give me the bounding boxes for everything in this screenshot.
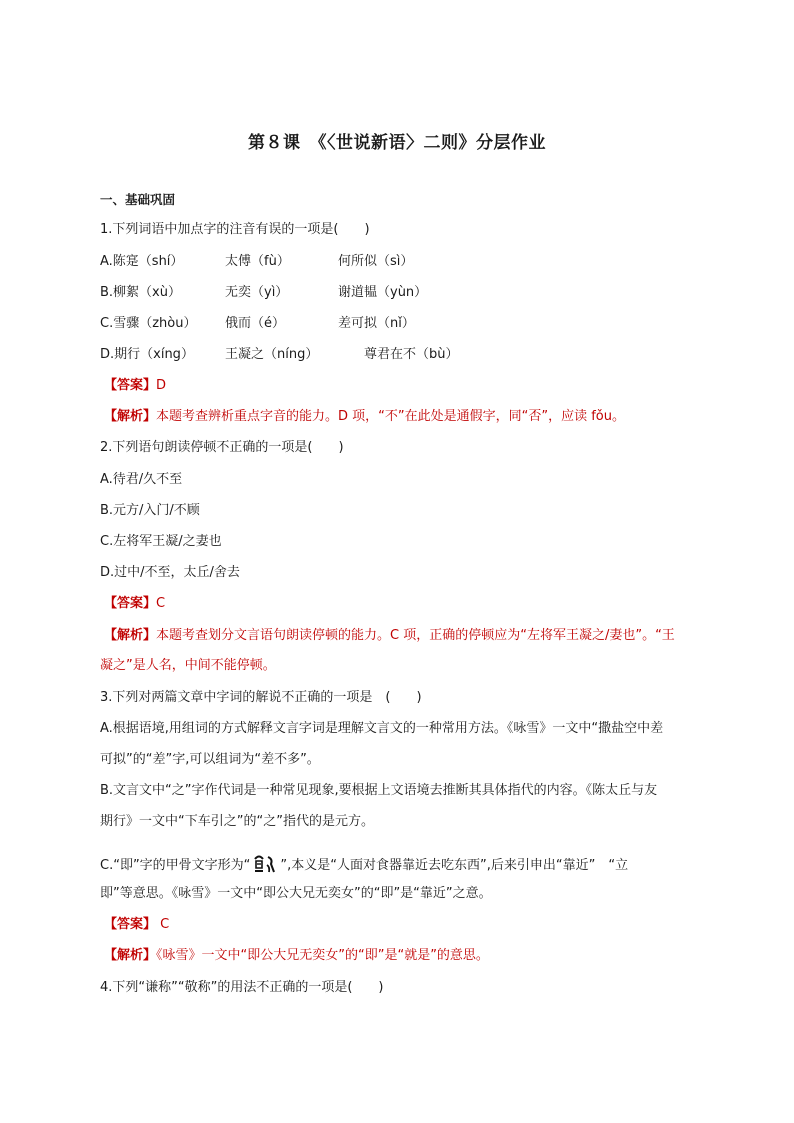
question-4-stem: 4.下列“谦称”“敬称”的用法不正确的一项是( ) (100, 980, 384, 995)
q2-option-b: B.元方/入门/不顾 (100, 503, 200, 518)
q1-option-d-1: D.期行（xíng） (100, 347, 194, 362)
q2-option-d: D.过中/不至，太丘/舍去 (100, 565, 240, 580)
analysis-text: 本题考查划分文言语句朗读停顿的能力。C 项，正确的停顿应为“左将军王凝之/妻也”。“王 (156, 628, 675, 643)
q1-option-a-2: 太傅（fù） (225, 254, 290, 269)
q2-analysis-line-1 (104, 626, 675, 646)
page-title: 第８课 《〈世说新语〉二则》分层作业 (248, 133, 546, 153)
answer-label: 【答案】 (104, 596, 157, 611)
answer-label: 【答案】 (104, 917, 157, 932)
q1-option-d-2: 王凝之（níng） (225, 347, 319, 362)
q3-option-a-line-1: A.根据语境,用组词的方式解释文言字词是理解文言文的一种常用方法。《咏雪》一文中“撒盐空中差 (100, 721, 664, 736)
question-3-stem: 3.下列对两篇文章中字词的解说不正确的一项是 ( ) (100, 690, 422, 705)
q1-analysis (104, 407, 625, 427)
q1-option-b-1: B.柳絮（xù） (100, 285, 181, 300)
analysis-text: 《咏雪》一文中“即公大兄无奕女”的“即”是“就是”的意思。 (156, 948, 489, 963)
q2-option-c: C.左将军王凝/之妻也 (100, 534, 222, 549)
answer-value: C (156, 596, 166, 611)
q1-option-c-2: 俄而（é） (225, 316, 285, 331)
analysis-label: 【解析】 (104, 628, 157, 643)
q2-option-a: A.待君/久不至 (100, 472, 183, 487)
analysis-label: 【解析】 (104, 409, 157, 424)
section-heading: 一、基础巩固 (100, 192, 176, 207)
question-2-stem: 2.下列语句朗读停顿不正确的一项是( ) (100, 440, 344, 455)
q3-option-c-line-1 (100, 853, 628, 876)
q3-option-c-line-2: 即”等意思。《咏雪》一文中“即公大兄无奕女”的“即”是“靠近”之意。 (100, 886, 492, 901)
q1-option-c-1: C.雪骤（zhòu） (100, 316, 197, 331)
q1-option-c-3: 差可拟（nǐ） (338, 316, 415, 331)
q1-answer (104, 376, 166, 396)
analysis-label: 【解析】 (104, 948, 157, 963)
q1-option-a-1: A.陈寔（shí） (100, 254, 184, 269)
q3-option-b-line-2: 期行》一文中“下车引之”的“之”指代的是元方。 (100, 814, 374, 829)
answer-label: 【答案】 (104, 378, 157, 393)
q1-option-b-3: 谢道韫（yùn） (338, 285, 428, 300)
q2-answer (104, 594, 165, 614)
answer-value: D (156, 378, 167, 393)
q3-answer (104, 915, 169, 935)
q3-analysis (104, 946, 489, 966)
answer-value: C (156, 917, 170, 932)
q1-option-a-3: 何所似（sì） (338, 254, 414, 269)
analysis-text: 本题考查辨析重点字音的能力。D 项，“不”在此处是通假字，同“否”，应读 fǒu。 (156, 409, 625, 424)
q3-option-c-text-b: ”,本义是“人面对食器靠近去吃东西”,后来引申出“靠近” “立 (280, 858, 629, 873)
q3-option-a-line-2: 可拟”的“差”字,可以组词为“差不多”。 (100, 752, 320, 767)
q2-analysis-line-2: 凝之”是人名，中间不能停顿。 (100, 658, 276, 673)
q3-option-c-text-a: C.“即”字的甲骨文字形为“ (100, 858, 251, 873)
question-1-stem: 1.下列词语中加点字的注音有误的一项是( ) (100, 222, 370, 237)
oracle-bone-glyph-icon (252, 853, 278, 875)
q1-option-d-3: 尊君在不（bù） (364, 347, 459, 362)
q1-option-b-2: 无奕（yì） (225, 285, 289, 300)
q3-option-b-line-1: B.文言文中“之”字作代词是一种常见现象,要根据上文语境去推断其具体指代的内容。《陈太丘与友 (100, 783, 658, 798)
